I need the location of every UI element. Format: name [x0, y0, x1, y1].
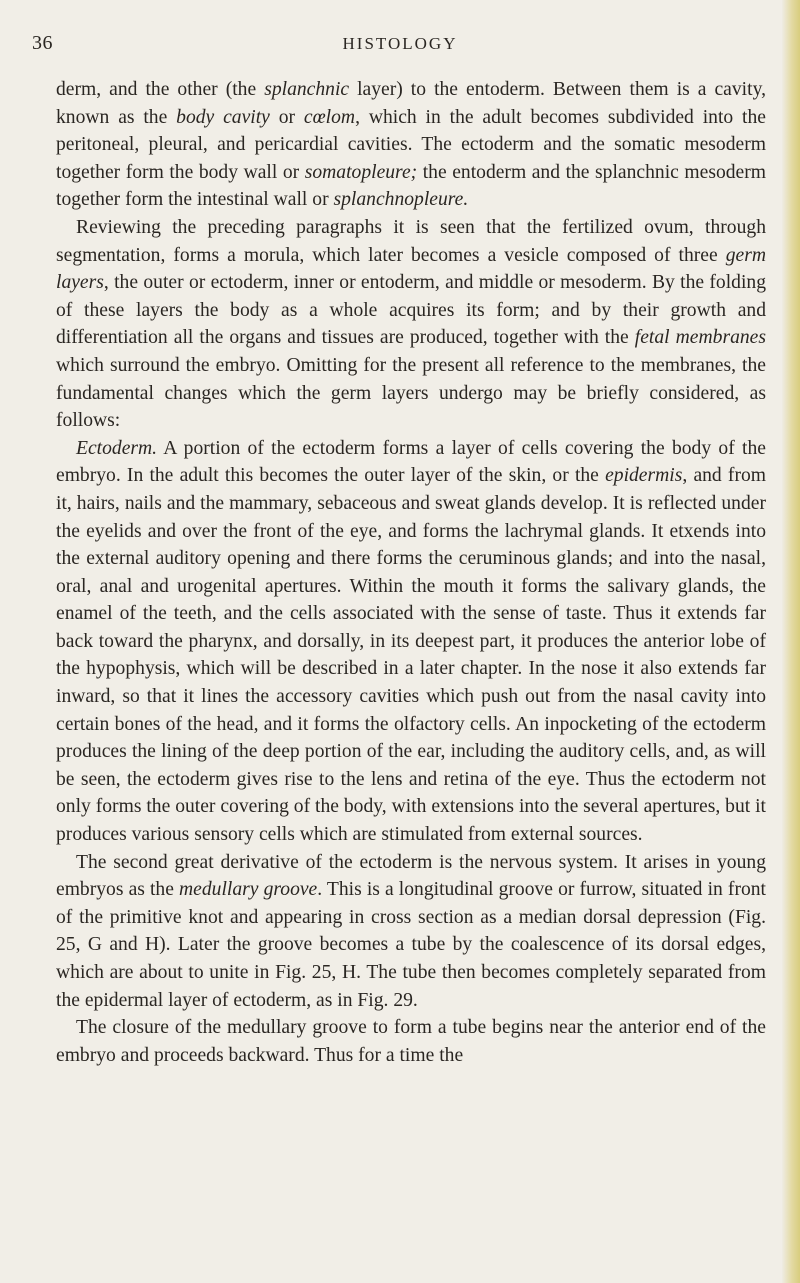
text-run: , which in the adult becomes subdivided into the peritoneal, pleural, and pericardial cavities. The ectoderm and the somatic mesoderm together form the body wall or	[56, 106, 766, 183]
italic-term: splanchnic	[264, 79, 350, 100]
text-run: The second great derivative of the ectoderm is the nervous system. It arises in young embryos as the	[56, 851, 766, 901]
paragraph-p4	[56, 849, 766, 1015]
italic-term: cœlom	[303, 106, 356, 128]
text-run: layer) to the entoderm. Between them is a cavity, known as the	[56, 79, 766, 128]
page-header	[0, 32, 800, 60]
text-run: The closure of the medullary groove to form a tube begins near the anterior end of the embryo and proceeds backward. Thus for a time the	[56, 1017, 766, 1066]
paragraph-p2	[56, 214, 766, 435]
italic-term: body cavity	[176, 106, 270, 128]
italic-term: epidermis	[605, 465, 683, 487]
italic-term: splanchnopleure.	[333, 189, 469, 211]
text-run: Reviewing the preceding paragraphs it is seen that the fertilized ovum, through segmentation, forms a morula, which later becomes a vesicle composed of three	[56, 216, 766, 266]
paragraph-p3	[56, 435, 766, 849]
text-run: derm, and the other (the	[56, 79, 265, 100]
text-run: . This is a longitudinal groove or furrow, situated in front of the primitive knot and appearing in cross section as a median dorsal depression (Fig. 25, G and H). Later the groove becomes a tube by the coalescence of its dorsal edges, which are about to unite in Fig. 25, H. The tube then becomes completely separated from the epidermal layer of ectoderm, as in Fig. 29.	[56, 879, 767, 1011]
text-run: or	[269, 106, 304, 128]
paragraph-p1	[56, 76, 766, 214]
running-head: HISTOLOGY	[342, 34, 458, 53]
text-run: A portion of the ectoderm forms a layer of cells covering the body of the embryo. In the adult this becomes the outer layer of the skin, or the	[56, 437, 766, 487]
italic-term: medullary groove	[179, 879, 318, 901]
paragraph-p5	[56, 1014, 766, 1069]
text-run: , the outer or ectoderm, inner or entoderm, and middle or mesoderm. By the folding of these layers the body as a whole acquires its form; and by their growth and differentiation all the organs and tissues are produced, together with the	[56, 272, 766, 349]
italic-term: fetal membranes	[634, 327, 766, 349]
body-text	[56, 76, 766, 1069]
page-edge-shadow	[782, 0, 800, 1283]
italic-term: Ectoderm.	[76, 437, 158, 459]
text-run: which surround the embryo. Omitting for the present all reference to the membranes, the fundamental changes which the germ layers undergo may be briefly considered, as follows:	[56, 354, 766, 432]
italic-term: somatopleure;	[304, 161, 418, 183]
page-number: 36	[32, 32, 53, 54]
text-run: the entoderm and the splanchnic mesoderm together form the intestinal wall or	[56, 161, 766, 211]
italic-term: germ layers	[56, 244, 766, 294]
text-run: , and from it, hairs, nails and the mammary, sebaceous and sweat glands develop. It is reflected under the eyelids and over the front of the eye, and forms the lachrymal glands. It etxends into the external auditory opening and there forms the ceruminous glands; and into the nasal, oral, anal and urogenital apertures. Within the mouth it forms the salivary glands, the enamel of the teeth, and the cells associated with the sense of taste. Thus it extends far back toward the pharynx, and dorsally, in its deepest part, it produces the anterior lobe of the hypophysis, which will be described in a later chapter. In the nose it also extends far inward, so that it lines the accessory cavities which push out from the nasal cavity into certain bones of the head, and it forms the olfactory cells. An inpocketing of the ectoderm produces the lining of the deep portion of the ear, including the auditory cells, and, as will be seen, the ectoderm gives rise to the lens and retina of the eye. Thus the ectoderm not only forms the outer covering of the body, with extensions into the several apertures, but it produces various sensory cells which are stimulated from external sources.	[56, 465, 767, 846]
